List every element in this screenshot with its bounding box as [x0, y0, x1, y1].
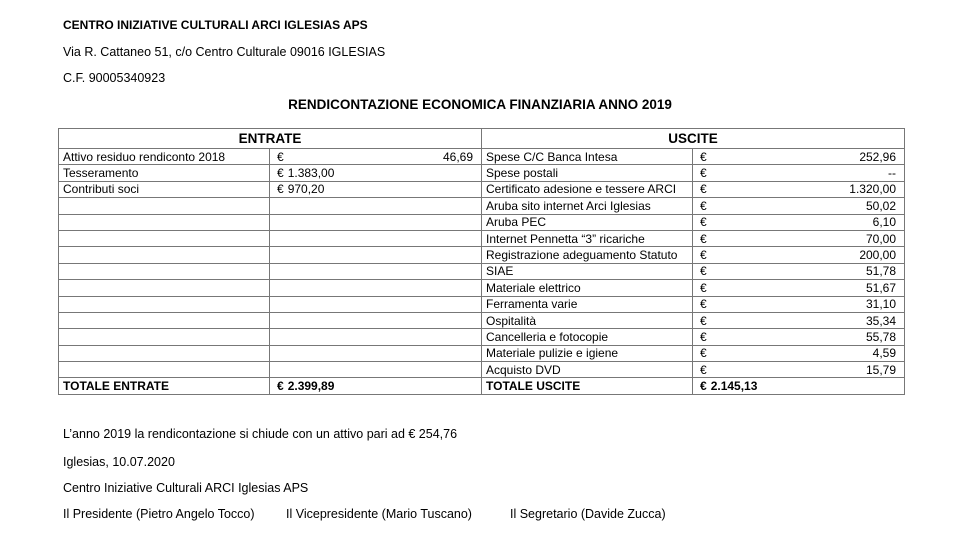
table-row — [59, 198, 905, 214]
currency-symbol: € — [700, 329, 707, 344]
expense-label: Materiale pulizie e igiene — [482, 345, 693, 361]
expense-label: Cancelleria e fotocopie — [482, 329, 693, 345]
income-amount — [270, 214, 482, 230]
income-label — [59, 280, 270, 296]
total-expense-label: TOTALE USCITE — [482, 378, 693, 394]
expense-amount — [693, 329, 905, 345]
income-label: Tesseramento — [59, 165, 270, 181]
expense-label: Registrazione adeguamento Statuto — [482, 247, 693, 263]
currency-symbol: € — [700, 149, 707, 164]
expense-label: Ospitalità — [482, 312, 693, 328]
expense-label: Internet Pennetta “3” ricariche — [482, 230, 693, 246]
amount-value: 970,20 — [287, 182, 325, 197]
amount-value: 55,78 — [865, 329, 897, 344]
table-row — [59, 263, 905, 279]
amount-value: 70,00 — [865, 231, 897, 246]
expense-label: Ferramenta varie — [482, 296, 693, 312]
amount-value: 1.383,00 — [287, 166, 335, 181]
income-label — [59, 230, 270, 246]
expense-header: USCITE — [482, 129, 905, 149]
currency-symbol: € — [700, 379, 707, 394]
currency-symbol: € — [700, 166, 707, 181]
signature-secretary: Il Segretario (Davide Zucca) — [510, 507, 666, 521]
expense-amount — [693, 165, 905, 181]
amount-value: -- — [888, 166, 897, 181]
summary-text: L’anno 2019 la rendicontazione si chiude con un attivo pari ad € 254,76 — [63, 427, 458, 441]
totals-row — [59, 378, 905, 394]
income-amount — [270, 312, 482, 328]
expense-amount — [693, 181, 905, 197]
expense-label: Certificato adesione e tessere ARCI — [482, 181, 693, 197]
table-row — [59, 362, 905, 378]
organization-name: CENTRO INIZIATIVE CULTURALI ARCI IGLESIAS APS — [63, 18, 368, 32]
amount-value: 200,00 — [859, 248, 897, 263]
table-row — [59, 230, 905, 246]
income-amount — [270, 149, 482, 165]
income-header: ENTRATE — [59, 129, 482, 149]
income-label — [59, 198, 270, 214]
currency-symbol: € — [700, 231, 707, 246]
currency-symbol: € — [700, 346, 707, 361]
income-amount — [270, 230, 482, 246]
amount-value: 46,69 — [442, 149, 473, 164]
amount-value: 252,96 — [859, 149, 897, 164]
table-row — [59, 296, 905, 312]
amount-value: 15,79 — [865, 362, 897, 377]
organization-address: Via R. Cattaneo 51, c/o Centro Culturale 09016 IGLESIAS — [63, 45, 386, 59]
income-amount — [270, 362, 482, 378]
amount-value: 6,10 — [872, 215, 897, 230]
expense-amount — [693, 345, 905, 361]
table-row — [59, 181, 905, 197]
income-label — [59, 312, 270, 328]
expense-amount — [693, 214, 905, 230]
currency-symbol: € — [700, 313, 707, 328]
currency-symbol: € — [277, 182, 284, 197]
amount-value: 35,34 — [865, 313, 897, 328]
amount-value: 1.320,00 — [849, 182, 897, 197]
expense-label: Spese postali — [482, 165, 693, 181]
currency-symbol: € — [700, 264, 707, 279]
expense-label: Aruba PEC — [482, 214, 693, 230]
income-amount — [270, 165, 482, 181]
expense-amount — [693, 198, 905, 214]
currency-symbol: € — [700, 297, 707, 312]
expense-label: Aruba sito internet Arci Iglesias — [482, 198, 693, 214]
amount-value: 4,59 — [872, 346, 897, 361]
table-row — [59, 329, 905, 345]
table-row — [59, 280, 905, 296]
financial-statement-table — [58, 128, 905, 395]
income-label: Attivo residuo rendiconto 2018 — [59, 149, 270, 165]
currency-symbol: € — [700, 248, 707, 263]
expense-amount — [693, 280, 905, 296]
income-amount — [270, 263, 482, 279]
expense-label: Materiale elettrico — [482, 280, 693, 296]
income-amount — [270, 296, 482, 312]
table-row — [59, 345, 905, 361]
table-body — [59, 149, 905, 378]
total-income-label: TOTALE ENTRATE — [59, 378, 270, 394]
income-amount — [270, 181, 482, 197]
income-label — [59, 329, 270, 345]
expense-amount — [693, 263, 905, 279]
expense-label: Spese C/C Banca Intesa — [482, 149, 693, 165]
total-income-amount — [270, 378, 482, 394]
income-label — [59, 247, 270, 263]
signature-vice-president: Il Vicepresidente (Mario Tuscano) — [286, 507, 472, 521]
income-amount — [270, 280, 482, 296]
currency-symbol: € — [700, 215, 707, 230]
tax-code: C.F. 90005340923 — [63, 71, 166, 85]
document-title: RENDICONTAZIONE ECONOMICA FINANZIARIA ANNO 2019 — [288, 97, 672, 112]
income-label — [59, 362, 270, 378]
expense-amount — [693, 362, 905, 378]
expense-amount — [693, 247, 905, 263]
income-amount — [270, 198, 482, 214]
amount-value: 51,78 — [865, 264, 897, 279]
amount-value: 51,67 — [865, 280, 897, 295]
expense-amount — [693, 149, 905, 165]
expense-amount — [693, 230, 905, 246]
currency-symbol: € — [277, 166, 284, 181]
organization-name-footer: Centro Iniziative Culturali ARCI Iglesias APS — [63, 481, 309, 495]
income-label — [59, 345, 270, 361]
table-row — [59, 165, 905, 181]
income-label — [59, 214, 270, 230]
expense-amount — [693, 312, 905, 328]
income-label: Contributi soci — [59, 181, 270, 197]
expense-label: SIAE — [482, 263, 693, 279]
table-row — [59, 247, 905, 263]
currency-symbol: € — [700, 280, 707, 295]
place-date: Iglesias, 10.07.2020 — [63, 455, 175, 469]
currency-symbol: € — [700, 182, 707, 197]
amount-value: 31,10 — [865, 297, 897, 312]
total-expense-value: 2.145,13 — [710, 379, 758, 394]
expense-label: Acquisto DVD — [482, 362, 693, 378]
income-label — [59, 296, 270, 312]
expense-amount — [693, 296, 905, 312]
table-header-row — [59, 129, 905, 149]
income-amount — [270, 329, 482, 345]
total-income-value: 2.399,89 — [287, 379, 335, 394]
table-row — [59, 149, 905, 165]
table-row — [59, 312, 905, 328]
total-expense-amount — [693, 378, 905, 394]
currency-symbol: € — [700, 198, 707, 213]
income-amount — [270, 345, 482, 361]
income-label — [59, 263, 270, 279]
currency-symbol: € — [277, 149, 284, 164]
income-amount — [270, 247, 482, 263]
amount-value: 50,02 — [865, 198, 897, 213]
currency-symbol: € — [700, 362, 707, 377]
signature-president: Il Presidente (Pietro Angelo Tocco) — [63, 507, 255, 521]
currency-symbol: € — [277, 379, 284, 394]
table-row — [59, 214, 905, 230]
